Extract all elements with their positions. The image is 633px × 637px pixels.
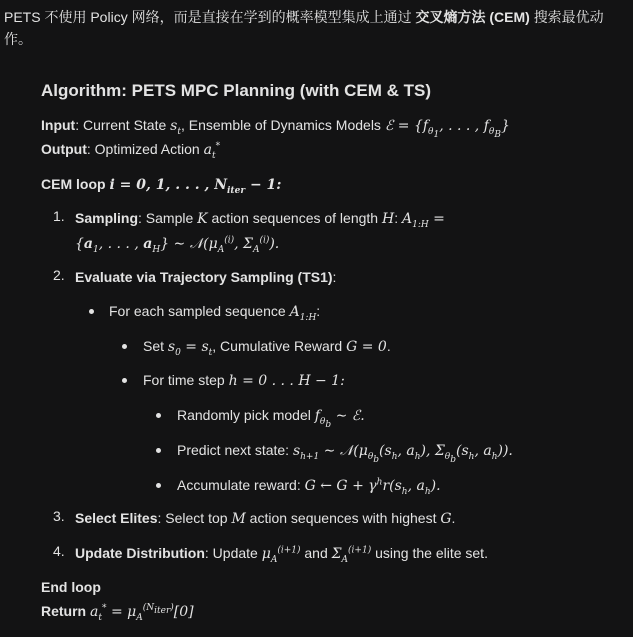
input-text: : Current State — [75, 117, 171, 133]
end-loop: End loop — [41, 579, 101, 595]
accumulate-text: Accumulate reward: — [177, 477, 305, 493]
math-sampling-dist: {$a_1$, . . . , $a_H$} ∼ $𝒩(\mu_A^{(i)}$, $\Sigma_A^{(i)}$). — [75, 235, 280, 255]
step-4-number: 4. — [53, 543, 65, 559]
math-s0: $s_0 = s_t$ — [167, 339, 213, 358]
set-line: Set $s_0 = s_t$, Cumulative Reward G = 0. — [143, 338, 391, 358]
step-4-label: Update Distribution — [75, 545, 205, 561]
accumulate-line — [177, 475, 441, 496]
intro-pre: PETS 不使用 Policy 网络，而是直接在学到的概率模型集成上通过 — [4, 9, 412, 25]
step-3-line: Select Elites: Select top M action sequences with highest G. — [75, 510, 456, 527]
bullet — [156, 413, 161, 418]
math-st: $s_t$ — [170, 118, 181, 137]
output-line — [41, 139, 220, 160]
return-line — [41, 601, 194, 622]
math-at-star: $a_t^*$ — [203, 141, 221, 161]
math-K: K — [197, 211, 208, 227]
bullet — [156, 448, 161, 453]
step-1-text: : Sample — [138, 210, 198, 226]
randomly-line — [177, 405, 365, 430]
step-3-text: : Select top — [157, 510, 232, 526]
set-text: Set — [143, 338, 168, 354]
step-2-line — [75, 267, 336, 287]
math-cem-range: i = 0, 1, . . . , $N_{iter} - 1$: — [109, 177, 282, 196]
cem-loop-label: CEM loop — [41, 176, 110, 192]
step-1-number: 1. — [53, 208, 65, 224]
step-4-line — [75, 543, 488, 564]
bullet — [156, 483, 161, 488]
step-4-text3: using the elite set. — [371, 545, 488, 561]
algorithm-title: Algorithm: PETS MPC Planning (with CEM & TS) — [41, 81, 432, 100]
math-G-highest: G — [440, 511, 452, 527]
input-line — [41, 115, 510, 140]
step-4-text2: and — [300, 545, 332, 561]
step-2-text: : — [332, 269, 337, 285]
math-return: $a_t^* = \mu_A^{(N_{iter})}[0]$ — [90, 603, 194, 623]
for-each-line: For each sampled sequence $A_{1:H}$: — [109, 303, 321, 323]
step-1-line-2 — [75, 233, 279, 254]
step-3-label: Select Elites — [75, 510, 158, 526]
intro-post: 搜索最优动作。 — [4, 9, 604, 47]
cumulative-text: , Cumulative Reward — [212, 338, 347, 354]
math-pick: $f_{\theta_b}$ ∼ ℰ. — [314, 408, 365, 430]
step-2-label: Evaluate via Trajectory Sampling (TS1) — [75, 269, 333, 285]
step-4-text: : Update — [204, 545, 262, 561]
math-A1H: $A_{1:H}$ = — [401, 211, 445, 230]
predict-line — [177, 440, 513, 465]
predict-text: Predict next state: — [177, 442, 293, 458]
input-text2: , Ensemble of Dynamics Models — [180, 117, 385, 133]
bullet — [122, 344, 127, 349]
for-time-text: For time step — [143, 372, 229, 388]
math-h-range: h = 0 . . . H − 1: — [228, 373, 345, 389]
intro-bold: 交叉熵方法 (CEM) — [415, 9, 530, 25]
input-label: Input — [41, 117, 76, 133]
cem-loop-line — [41, 174, 281, 195]
math-accumulate: G ← $G + \gamma^hr(s_h$, $a_h$). — [304, 477, 441, 497]
math-A1H-2: $A_{1:H}$ — [289, 304, 317, 323]
algorithm-block — [41, 80, 627, 623]
output-label: Output — [41, 141, 87, 157]
bullet — [89, 309, 94, 314]
step-3-number: 3. — [53, 508, 65, 524]
math-G0: G = 0 — [346, 339, 387, 355]
math-M: M — [231, 511, 246, 527]
math-sigma-update: $\Sigma_A^{(i+1)}$ — [331, 545, 372, 565]
math-ensemble: ℰ = {$f_{\theta_1}$, . . . , $f_{\theta_B}$} — [384, 118, 510, 140]
intro-paragraph — [4, 6, 628, 50]
bullet — [122, 378, 127, 383]
step-1-line: Sampling: Sample K action sequences of length H: $A_{1:H}$ = — [75, 210, 445, 230]
math-predict: $s_{h+1}$ ∼ $𝒩(\mu_{\theta_b}(s_h$, $a_h$), $\Sigma_{\theta_b}(s_h$, $a_h$)). — [292, 443, 513, 465]
math-H-A: H — [381, 211, 395, 227]
for-time-line — [143, 370, 345, 391]
step-1-label: Sampling — [75, 210, 139, 226]
step-1-text2: action sequences of length — [207, 210, 382, 226]
step-3-text2: action sequences with highest — [245, 510, 441, 526]
return-label: Return — [41, 603, 90, 619]
output-text: : Optimized Action — [86, 141, 204, 157]
for-each-text: For each sampled sequence — [109, 303, 290, 319]
step-2-number: 2. — [53, 267, 65, 283]
randomly-text: Randomly pick model — [177, 407, 315, 423]
math-mu-update: $\mu_A^{(i+1)}$ — [261, 545, 301, 565]
